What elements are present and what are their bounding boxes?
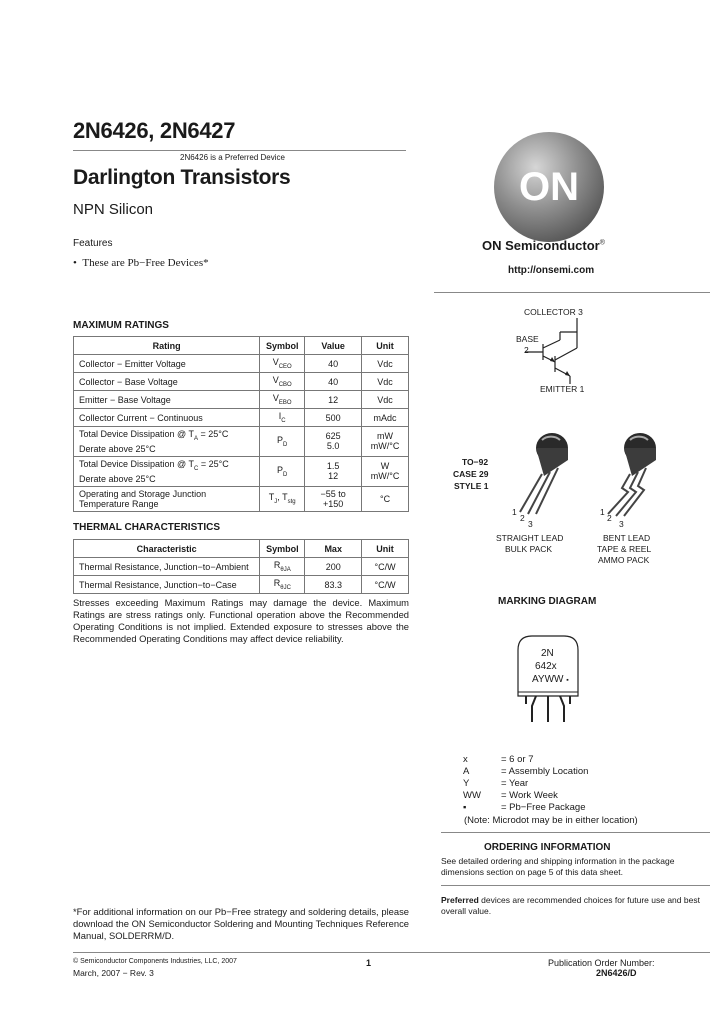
emitter-label: EMITTER 1 [540, 384, 585, 394]
bent-lead-caption: BENT LEAD [603, 533, 651, 543]
collector-label: COLLECTOR 3 [524, 307, 583, 317]
section-divider [441, 832, 710, 833]
column-header: Characteristic [74, 540, 260, 558]
table-row [74, 391, 409, 409]
table-row [74, 576, 409, 594]
marking-diagram-heading: MARKING DIAGRAM [498, 596, 597, 607]
marking-legend [463, 754, 588, 814]
value-cell: 12 [305, 391, 362, 409]
bullet-icon: • [73, 257, 83, 269]
marking-line-2: 642x [535, 661, 557, 672]
straight-lead-caption: STRAIGHT LEAD [496, 533, 564, 543]
bulk-pack-caption: BULK PACK [505, 544, 553, 554]
copyright: © Semiconductor Components Industries, LLC, 2007 [73, 958, 237, 965]
legend-item: ▪ = Pb−Free Package [463, 802, 586, 813]
unit-cell: Vdc [362, 391, 409, 409]
unit-cell: Vdc [362, 355, 409, 373]
logo-text: ON [519, 165, 579, 209]
characteristic-cell: Thermal Resistance, Junction−to−Case [74, 576, 260, 594]
table-row [74, 558, 409, 576]
marking-line-3: AYWW ▪ [532, 674, 569, 685]
stress-note: Stresses exceeding Maximum Ratings may damage the device. Maximum Ratings are stress ratings only. Functional operation above the Recommended Operating Conditions is not implied. Extended exposure to stresses above the Recommended Operating Conditions may affect device reliability. [73, 597, 409, 644]
table-row [74, 355, 409, 373]
case-line-3: STYLE 1 [454, 481, 489, 491]
symbol-cell: $V_{CEO}$ [260, 355, 305, 373]
title-divider [73, 150, 406, 151]
ammo-pack-caption: AMMO PACK [598, 555, 650, 565]
value-cell: 40 [305, 355, 362, 373]
page-title: 2N6426, 2N6427 [73, 118, 236, 143]
symbol-cell: $I_C$ [260, 409, 305, 427]
thermal-heading: THERMAL CHARACTERISTICS [73, 522, 221, 533]
legend-item: Y = Year [463, 778, 529, 789]
value-cell: 625 5.0 [305, 427, 362, 457]
unit-cell: Vdc [362, 373, 409, 391]
rating-cell: Total Device Dissipation @ $T_A = 25^\circ C$ Derate above 25°C [74, 427, 260, 457]
thermal-table [73, 539, 409, 594]
table-row [74, 427, 409, 457]
features-heading: Features [73, 238, 113, 249]
microdot-icon: ▪ [566, 677, 569, 684]
value-cell: 40 [305, 373, 362, 391]
symbol-cell: $P_D$ [260, 456, 305, 486]
table-row [74, 409, 409, 427]
unit-cell: °C/W [362, 576, 409, 594]
unit-cell: °C [362, 486, 409, 511]
footer-divider [73, 952, 710, 953]
microdot-note: (Note: Microdot may be in either location) [464, 815, 638, 826]
base-pin-label: 2 [524, 345, 529, 355]
case-line-1: TO−92 [462, 457, 489, 467]
device-type: NPN Silicon [73, 201, 154, 218]
table-row [74, 373, 409, 391]
value-cell: 500 [305, 409, 362, 427]
ordering-text: See detailed ordering and shipping information in the package dimensions section on page 5 of this data sheet. [441, 856, 675, 877]
pin-label: 1 [600, 507, 605, 517]
value-cell: 83.3 [305, 576, 362, 594]
darlington-schematic [525, 318, 595, 386]
publication-number: 2N6426/D [596, 968, 637, 978]
pb-free-footnote: *For additional information on our Pb−Free strategy and soldering details, please download the ON Semiconductor Soldering and Mounting Techniques Reference Manual, SOLDERRM/D. [73, 906, 409, 941]
ordering-heading: ORDERING INFORMATION [484, 842, 611, 853]
tape-reel-caption: TAPE & REEL [597, 544, 652, 554]
symbol-cell: $R_{\theta JC}$ [260, 576, 305, 594]
table-row [74, 456, 409, 486]
rating-cell: Emitter − Base Voltage [74, 391, 260, 409]
marking-line-1: 2N [541, 648, 554, 659]
unit-cell: mAdc [362, 409, 409, 427]
column-header: Unit [362, 540, 409, 558]
publication-label: Publication Order Number: [548, 958, 655, 968]
table-row [74, 486, 409, 511]
website-link[interactable]: http://onsemi.com [508, 265, 595, 276]
brand-name: ON Semiconductor® [482, 238, 605, 253]
column-header: Symbol [260, 540, 305, 558]
pin-label: 3 [528, 519, 533, 529]
column-header: Value [305, 337, 362, 355]
case-line-2: CASE 29 [453, 469, 489, 479]
characteristic-cell: Thermal Resistance, Junction−to−Ambient [74, 558, 260, 576]
rating-cell: Collector − Base Voltage [74, 373, 260, 391]
device-subtitle: Darlington Transistors [73, 166, 291, 189]
base-label: BASE [516, 334, 539, 344]
pin-label: 2 [607, 513, 612, 523]
symbol-cell: $V_{CBO}$ [260, 373, 305, 391]
rating-cell: Operating and Storage Junction Temperature Range [74, 486, 260, 511]
value-cell: 1.5 12 [305, 456, 362, 486]
column-header: Max [305, 540, 362, 558]
unit-cell: W mW/°C [362, 456, 409, 486]
symbol-cell: $V_{EBO}$ [260, 391, 305, 409]
value-cell: −55 to +150 [305, 486, 362, 511]
preferred-devices-note: Preferred devices are recommended choices for future use and best overall value. [441, 895, 700, 916]
column-header: Symbol [260, 337, 305, 355]
table-header-row [74, 540, 409, 558]
revision-date: March, 2007 − Rev. 3 [73, 968, 154, 978]
section-divider [441, 885, 710, 886]
max-ratings-table [73, 336, 409, 512]
pin-label: 1 [512, 507, 517, 517]
symbol-cell: $R_{\theta JA}$ [260, 558, 305, 576]
legend-item: A = Assembly Location [463, 766, 589, 777]
column-header: Rating [74, 337, 260, 355]
value-cell: 200 [305, 558, 362, 576]
unit-cell: mW mW/°C [362, 427, 409, 457]
rating-cell: Collector − Emitter Voltage [74, 355, 260, 373]
table-header-row [74, 337, 409, 355]
max-ratings-heading: MAXIMUM RATINGS [73, 320, 169, 331]
column-header: Unit [362, 337, 409, 355]
symbol-cell: $P_D$ [260, 427, 305, 457]
rating-cell: Collector Current − Continuous [74, 409, 260, 427]
on-semi-logo [492, 130, 606, 244]
pin-label: 3 [619, 519, 624, 529]
legend-item: x = 6 or 7 [463, 754, 534, 765]
pin-label: 2 [520, 513, 525, 523]
symbol-cell: $T_J$, $T_{stg}$ [260, 486, 305, 511]
page-number: 1 [366, 958, 372, 968]
rating-cell: Total Device Dissipation @ $T_C = 25^\circ C$ Derate above 25°C [74, 456, 260, 486]
feature-item [73, 257, 209, 269]
section-divider [434, 292, 710, 293]
legend-item: WW = Work Week [463, 790, 558, 801]
unit-cell: °C/W [362, 558, 409, 576]
feature-text: These are Pb−Free Devices* [82, 257, 209, 269]
preferred-device-note: 2N6426 is a Preferred Device [180, 153, 285, 162]
